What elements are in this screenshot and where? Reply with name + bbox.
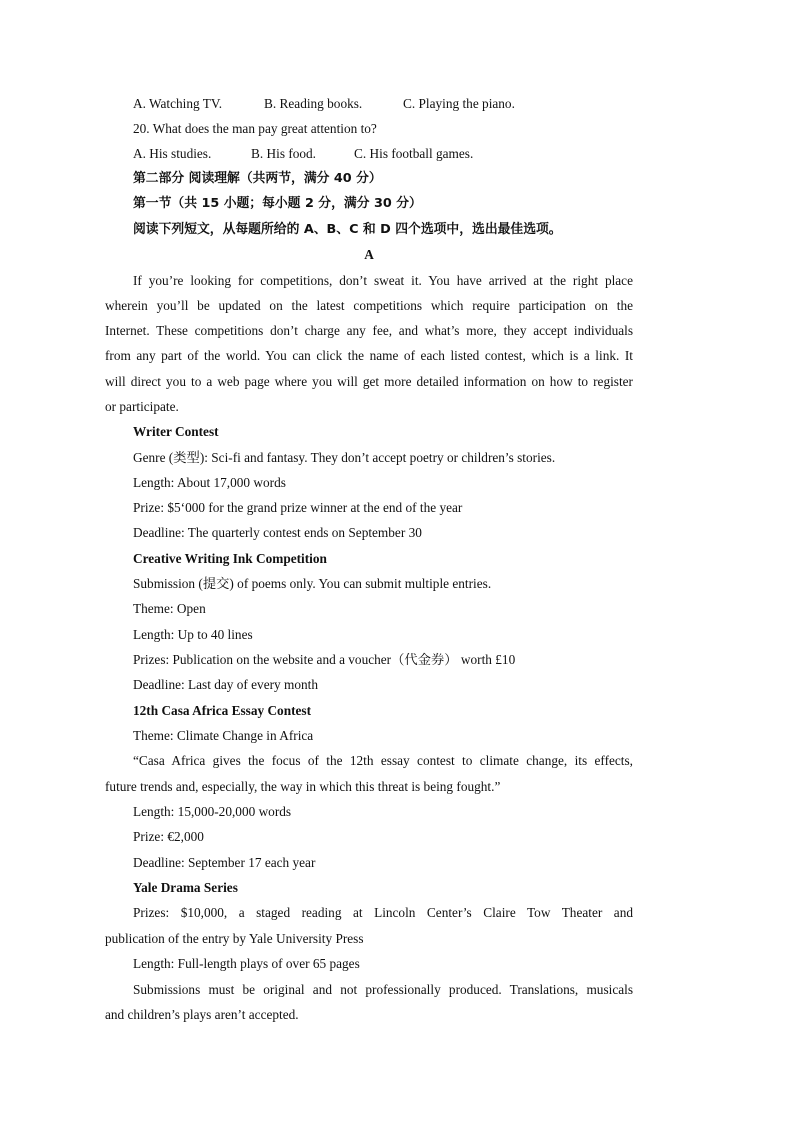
yale-submissions-line-1: Submissions must be original and not professionally produced. Translations, musicals: [133, 982, 633, 997]
q20-option-c: C. His football games.: [354, 146, 474, 161]
intro-line-1: If you’re looking for competitions, don’t sweat it. You have arrived at the right place: [133, 273, 633, 288]
intro-line-5: will direct you to a web page where you will get more detailed information on how to register: [105, 374, 633, 389]
q19-option-b: B. Reading books.: [264, 96, 363, 111]
yale-length: Length: Full-length plays of over 65 pages: [133, 956, 360, 971]
intro-line-3: Internet. These competitions don’t charge any fee, and what’s more, they accept individuals: [105, 323, 633, 338]
yale-series-title: Yale Drama Series: [133, 880, 238, 895]
ink-competition-title: Creative Writing Ink Competition: [133, 551, 327, 566]
writer-prize: Prize: $5‘000 for the grand prize winner at the end of the year: [133, 500, 463, 515]
intro-line-2: wherein you’ll be updated on the latest competitions which require participation on the: [105, 298, 633, 313]
passage-label: A: [364, 247, 374, 262]
q19-option-c: C. Playing the piano.: [403, 96, 515, 111]
casa-quote-line-2: future trends and, especially, the way in which this threat is being fought.”: [105, 779, 501, 794]
writer-deadline: Deadline: The quarterly contest ends on September 30: [133, 525, 422, 540]
ink-theme: Theme: Open: [133, 601, 206, 616]
q20-question: 20. What does the man pay great attention to?: [133, 121, 377, 136]
q19-option-a: A. Watching TV.: [133, 96, 223, 111]
casa-length: Length: 15,000-20,000 words: [133, 804, 292, 819]
part2-heading: 第二部分 阅读理解（共两节，满分 40 分）: [133, 171, 382, 186]
yale-prizes-line-2: publication of the entry by Yale University Press: [105, 931, 364, 946]
writer-contest-title: Writer Contest: [133, 424, 219, 439]
casa-prize: Prize: €2,000: [133, 829, 204, 844]
writer-genre: Genre (类型): Sci-fi and fantasy. They don’t accept poetry or children’s stories.: [133, 450, 556, 465]
intro-line-6: or participate.: [105, 399, 179, 414]
yale-submissions-line-2: and children’s plays aren’t accepted.: [105, 1007, 299, 1022]
casa-quote-line-1: “Casa Africa gives the focus of the 12th essay contest to climate change, its effects,: [133, 753, 633, 768]
q20-option-a: A. His studies.: [133, 146, 212, 161]
writer-length: Length: About 17,000 words: [133, 475, 286, 490]
ink-prizes: Prizes: Publication on the website and a voucher（代金券） worth £10: [133, 652, 516, 667]
ink-length: Length: Up to 40 lines: [133, 627, 253, 642]
casa-contest-title: 12th Casa Africa Essay Contest: [133, 703, 312, 718]
yale-prizes-line-1: Prizes: $10,000, a staged reading at Lincoln Center’s Claire Tow Theater and: [133, 905, 633, 920]
casa-theme: Theme: Climate Change in Africa: [133, 728, 314, 743]
casa-deadline: Deadline: September 17 each year: [133, 855, 316, 870]
ink-submission: Submission (提交) of poems only. You can submit multiple entries.: [133, 576, 492, 591]
ink-deadline: Deadline: Last day of every month: [133, 677, 318, 692]
section1-heading: 第一节（共 15 小题；每小题 2 分，满分 30 分）: [133, 196, 422, 211]
instruction-text: 阅读下列短文，从每题所给的 A、B、C 和 D 四个选项中，选出最佳选项。: [133, 222, 562, 237]
q20-option-b: B. His food.: [251, 146, 317, 161]
intro-line-4: from any part of the world. You can click the name of each listed contest, which is a link. It: [105, 348, 633, 363]
